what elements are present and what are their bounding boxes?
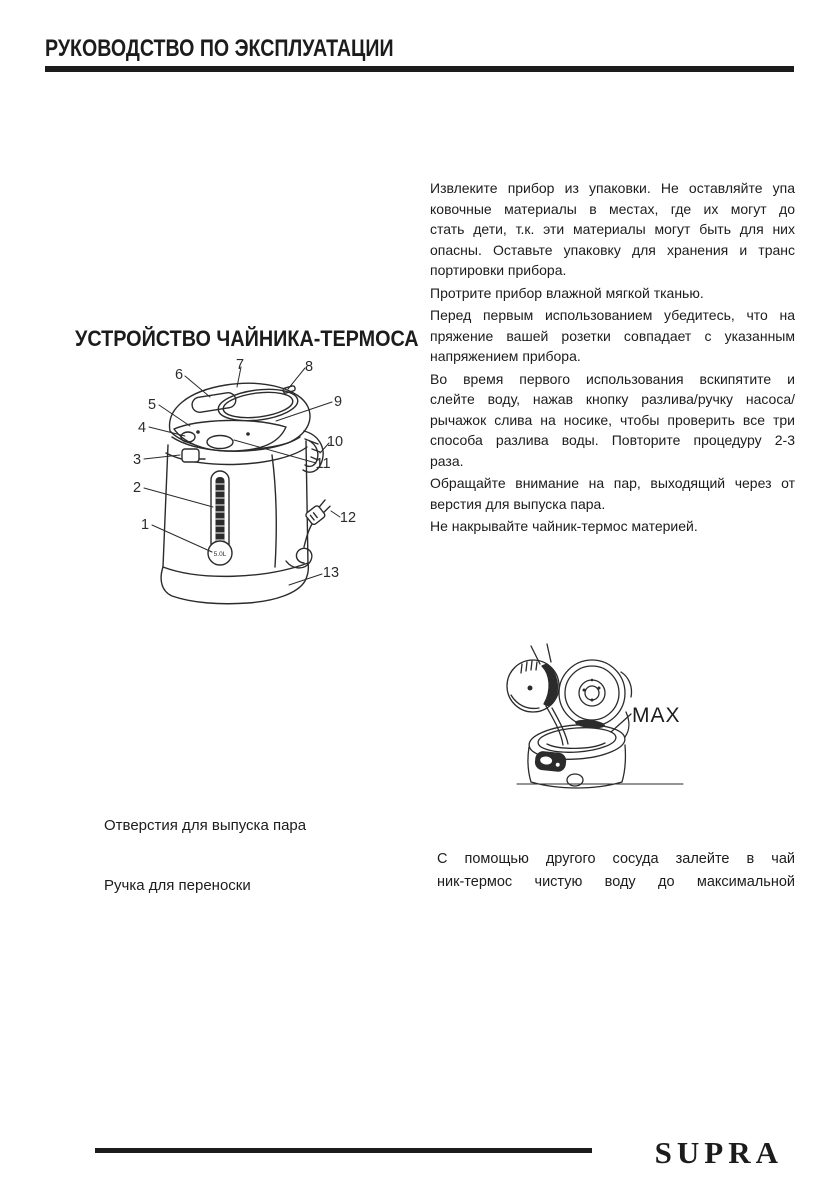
paragraph bbox=[430, 178, 795, 281]
text-line: слейте воду, нажав кнопку разлива/ручку насоса/ bbox=[430, 391, 795, 407]
text-line: Не накрывайте чайник-термос материей. bbox=[430, 518, 698, 534]
paragraph bbox=[430, 369, 795, 472]
caption-carry-handle: Ручка для переноски bbox=[104, 877, 251, 894]
instructions-column bbox=[430, 178, 795, 539]
water-level-gauge bbox=[208, 471, 232, 565]
pot-body bbox=[161, 441, 308, 604]
text-line: Перед первым использованием убедитесь, что на bbox=[430, 307, 795, 323]
fill-paragraph bbox=[437, 848, 795, 895]
text-line: верстия для выпуска пара. bbox=[430, 495, 606, 512]
text-line: рычажок слива на носике, чтобы проверить все три bbox=[430, 411, 795, 428]
max-fill-illustration bbox=[495, 642, 710, 790]
section-title: УСТРОЙСТВО ЧАЙНИКА-ТЕРМОСА bbox=[75, 326, 419, 351]
max-label: MAX bbox=[632, 704, 681, 727]
text-line: опасны. Оставьте упаковку для хранения и транс bbox=[430, 241, 795, 258]
callout-6: 6 bbox=[174, 367, 184, 383]
text-line: ник-термос чистую воду до максимальной bbox=[437, 874, 795, 891]
callout-11: 11 bbox=[315, 456, 331, 472]
callout-3: 3 bbox=[132, 452, 142, 468]
caption-steam-vents: Отверстия для выпуска пара bbox=[104, 817, 307, 834]
pouring-jug bbox=[507, 644, 559, 712]
paragraph bbox=[430, 516, 795, 537]
text-line: ковочные материалы в местах, где их могут до bbox=[430, 200, 795, 217]
callout-8: 8 bbox=[304, 359, 314, 375]
callout-13: 13 bbox=[322, 565, 340, 581]
text-line: напряжением прибора. bbox=[430, 348, 581, 364]
thermopot-diagram bbox=[100, 353, 370, 605]
text-line: Обращайте внимание на пар, выходящий через от bbox=[430, 475, 795, 491]
text-line: Извлеките прибор из упаковки. Не оставляйте упа bbox=[430, 180, 795, 196]
text-line: Протрите прибор влажной мягкой тканью. bbox=[430, 284, 704, 301]
control-panel bbox=[172, 420, 300, 451]
brand-logo: SUPRA bbox=[654, 1135, 783, 1170]
spout bbox=[182, 449, 205, 462]
text-line: Во время первого использования вскипятите и bbox=[430, 370, 795, 387]
page-title: РУКОВОДСТВО ПО ЭКСПЛУАТАЦИИ bbox=[45, 35, 394, 62]
text-line: способа разлива воды. Повторите процедуру 2-3 bbox=[430, 432, 795, 448]
callout-5: 5 bbox=[147, 397, 157, 413]
callout-4: 4 bbox=[137, 420, 147, 436]
callout-7: 7 bbox=[235, 357, 245, 373]
paragraph bbox=[430, 305, 795, 367]
footer-rule bbox=[95, 1148, 592, 1153]
text-line: стать дети, т.к. эти материалы могут быть для них bbox=[430, 221, 795, 237]
callout-1: 1 bbox=[140, 517, 150, 533]
callout-10: 10 bbox=[326, 434, 344, 450]
paragraph bbox=[430, 283, 795, 304]
text-line: портировки прибора. bbox=[430, 262, 567, 278]
power-cord-plug bbox=[286, 499, 333, 568]
paragraph bbox=[430, 473, 795, 514]
text-line: раза. bbox=[430, 452, 464, 469]
text-line: С помощью другого сосуда залейте в чай bbox=[437, 851, 795, 867]
callout-9: 9 bbox=[333, 394, 343, 410]
callout-2: 2 bbox=[132, 480, 142, 496]
text-line: пряжение вашей розетки совпадает с указанным bbox=[430, 327, 795, 344]
gauge-capacity-label: 5.0L bbox=[213, 551, 227, 558]
header-rule bbox=[45, 66, 794, 72]
callout-12: 12 bbox=[339, 510, 357, 526]
